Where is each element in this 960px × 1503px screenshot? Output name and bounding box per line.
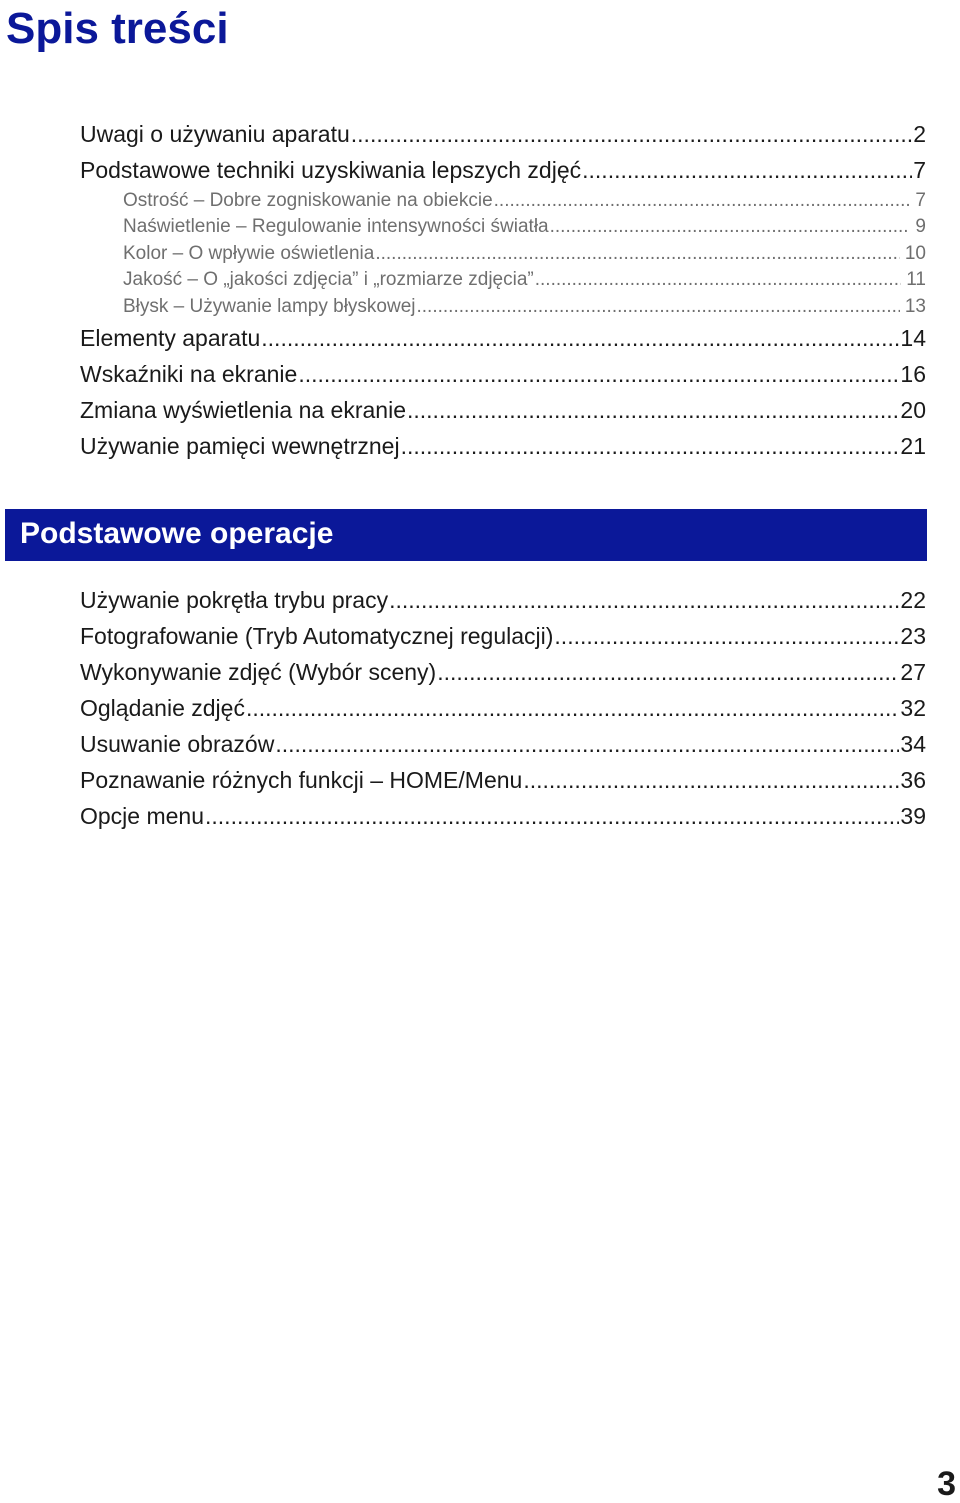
toc-subentry-label: Błysk – Używanie lampy błyskowej [123,295,416,317]
toc-entry-label: Oglądanie zdjęć [80,695,245,721]
dot-leader [582,152,912,188]
toc-subentry-page: 11 [906,269,926,291]
toc-entry-label: Wskaźniki na ekranie [80,360,298,387]
dot-leader [205,798,899,834]
toc-entry[interactable] [80,798,926,834]
toc-entry-page: 21 [900,432,926,459]
dot-leader [261,320,899,356]
toc-entry-label: Zmiana wyświetlenia na ekranie [80,396,406,423]
toc-entry-label: Usuwanie obrazów [80,731,275,757]
page-title: Spis treści [6,4,229,53]
toc-entry-page: 36 [900,767,926,793]
toc-entry-page: 27 [900,659,926,685]
dot-leader [417,294,900,320]
toc-subentry[interactable] [80,294,926,320]
dot-leader [550,214,911,240]
toc-entry[interactable] [80,320,926,356]
toc-entry-page: 34 [900,731,926,757]
toc-entry[interactable] [80,618,926,654]
dot-leader [389,582,899,618]
toc-entry[interactable] [80,428,926,464]
dot-leader [494,188,911,214]
toc-entry[interactable] [80,726,926,762]
toc-entry-page: 7 [913,157,926,183]
toc-entry-label: Podstawowe techniki uzyskiwania lepszych zdjęć [80,157,582,183]
toc-subentry-page: 9 [915,216,926,238]
dot-leader [246,690,899,726]
toc-entry[interactable] [80,762,926,798]
toc-entry-label: Wykonywanie zdjęć (Wybór sceny) [80,659,437,685]
toc-subentry-page: 13 [904,295,926,317]
toc-subentry[interactable] [80,214,926,240]
dot-leader [437,654,899,690]
toc-entry-label: Używanie pokrętła trybu pracy [80,587,389,613]
toc-subentry[interactable] [80,188,926,214]
toc-entry-label: Fotografowanie (Tryb Automatycznej regulacji) [80,623,554,649]
dot-leader [275,726,899,762]
toc-entry-page: 14 [900,324,926,351]
toc-entry-page: 16 [900,360,926,387]
toc-entry-label: Poznawanie różnych funkcji – HOME/Menu [80,767,523,793]
toc-subentry-page: 7 [915,190,926,211]
toc-entry[interactable] [80,654,926,690]
toc-entry-label: Używanie pamięci wewnętrznej [80,432,400,459]
dot-leader [407,392,899,428]
toc-subentry-label: Ostrość – Dobre zogniskowanie na obiekcie [123,190,493,211]
toc-entry[interactable] [80,152,926,188]
toc-subentry[interactable] [80,267,926,293]
section-heading: Podstawowe operacje [5,509,927,561]
dot-leader [351,116,912,152]
toc-entry-label: Opcje menu [80,803,205,829]
toc-entry-page: 2 [913,121,926,147]
toc-subentry-label: Jakość – O „jakości zdjęcia” i „rozmiarze zdjęcia” [123,269,534,291]
toc-subentry-page: 10 [904,242,926,264]
table-of-contents [80,116,926,464]
toc-entry-page: 32 [900,695,926,721]
toc-entry[interactable] [80,356,926,392]
toc-subentry-label: Kolor – O wpływie oświetlenia [123,242,375,264]
dot-leader [554,618,899,654]
dot-leader [523,762,899,798]
section-table-of-contents [80,582,926,834]
toc-entry[interactable] [80,116,926,152]
toc-entry-page: 39 [900,803,926,829]
toc-entry-page: 20 [900,396,926,423]
toc-subentry[interactable] [80,241,926,267]
toc-entry[interactable] [80,582,926,618]
dot-leader [375,241,900,267]
toc-entry[interactable] [80,690,926,726]
toc-entry-page: 22 [900,587,926,613]
dot-leader [535,267,902,293]
toc-entry-label: Elementy aparatu [80,324,261,351]
page-number: 3 [937,1465,956,1503]
dot-leader [401,428,900,464]
toc-entry[interactable] [80,392,926,428]
toc-entry-page: 23 [900,623,926,649]
dot-leader [298,356,899,392]
toc-subentry-label: Naświetlenie – Regulowanie intensywności światła [123,216,549,238]
toc-entry-label: Uwagi o używaniu aparatu [80,121,350,147]
